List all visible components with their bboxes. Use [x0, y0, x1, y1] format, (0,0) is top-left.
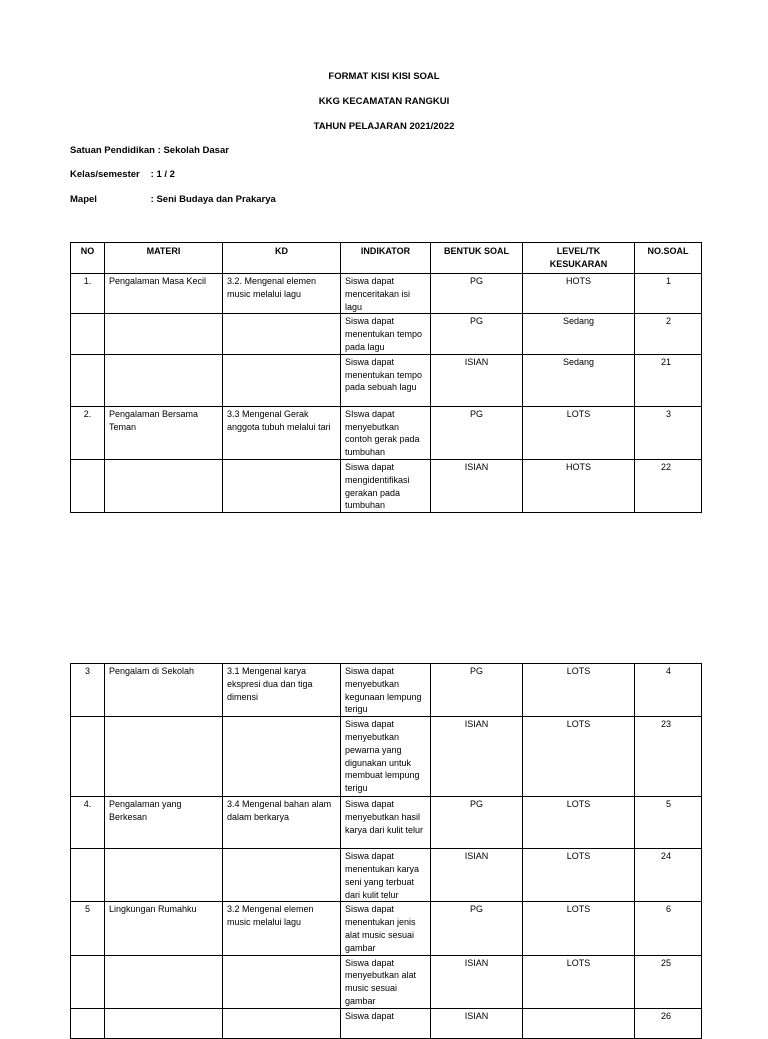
cell-no: 2. [71, 406, 105, 459]
cell-level: LOTS [523, 797, 635, 849]
cell-no: 4. [71, 797, 105, 849]
cell-no-soal: 2 [635, 314, 702, 354]
cell-level: LOTS [523, 902, 635, 955]
cell-no [71, 354, 105, 406]
cell-no-soal: 26 [635, 1008, 702, 1038]
cell-indikator: Siswa dapat menyebutkan pewarna yang digunakan untuk membuat lempung terigu [341, 717, 431, 797]
col-header-kd: KD [223, 243, 341, 274]
cell-indikator: SIswa dapat menyebutkan contoh gerak pada tumbuhan [341, 406, 431, 459]
cell-kd [223, 314, 341, 354]
cell-kd [223, 717, 341, 797]
doc-title: FORMAT KISI KISI SOAL [328, 71, 440, 82]
table-row [71, 406, 702, 459]
cell-indikator: Siswa dapat menceritakan isi lagu [341, 274, 431, 314]
meta-mapel-value: : Seni Budaya dan Prakarya [150, 194, 276, 205]
cell-materi: Pengalam di Sekolah [105, 664, 223, 717]
cell-no-soal: 21 [635, 354, 702, 406]
cell-kd [223, 955, 341, 1008]
kisi-table-page1 [70, 242, 702, 513]
cell-bentuk: ISIAN [431, 354, 523, 406]
cell-no-soal: 25 [635, 955, 702, 1008]
col-header-level: LEVEL/TK KESUKARAN [523, 243, 635, 274]
table-row [71, 459, 702, 512]
cell-bentuk: ISIAN [431, 717, 523, 797]
meta-satuan-label: Satuan Pendidikan [70, 145, 155, 156]
cell-kd [223, 459, 341, 512]
doc-subtitle-year: TAHUN PELAJARAN 2021/2022 [313, 121, 455, 132]
cell-no [71, 314, 105, 354]
table-row [71, 354, 702, 406]
cell-bentuk: PG [431, 797, 523, 849]
meta-kelas [70, 169, 175, 181]
table-row [71, 902, 702, 955]
meta-mapel-label: Mapel [70, 194, 97, 205]
cell-no: 3 [71, 664, 105, 717]
cell-no-soal: 4 [635, 664, 702, 717]
col-header-bentuk-soal: BENTUK SOAL [431, 243, 523, 274]
cell-kd: 3.3 Mengenal Gerak anggota tubuh melalui tari [223, 406, 341, 459]
cell-kd: 3.4 Mengenal bahan alam dalam berkarya [223, 797, 341, 849]
cell-level: LOTS [523, 406, 635, 459]
cell-no [71, 717, 105, 797]
cell-no-soal: 6 [635, 902, 702, 955]
cell-indikator: Siswa dapat menentukan tempo pada sebuah lagu [341, 354, 431, 406]
cell-kd [223, 849, 341, 902]
cell-level: HOTS [523, 459, 635, 512]
kisi-table-page2 [70, 663, 702, 1039]
table-row [71, 717, 702, 797]
doc-subtitle-kkg: KKG KECAMATAN RANGKUI [318, 96, 450, 107]
cell-level [523, 1008, 635, 1038]
cell-kd [223, 1008, 341, 1038]
col-header-no-soal: NO.SOAL [635, 243, 702, 274]
cell-no [71, 955, 105, 1008]
meta-satuan-value: : Sekolah Dasar [157, 145, 229, 156]
cell-no: 1. [71, 274, 105, 314]
cell-kd: 3.1 Mengenal karya ekspresi dua dan tiga dimensi [223, 664, 341, 717]
cell-kd: 3.2. Mengenal elemen music melalui lagu [223, 274, 341, 314]
cell-materi [105, 717, 223, 797]
cell-level: Sedang [523, 354, 635, 406]
cell-level: LOTS [523, 849, 635, 902]
cell-bentuk: PG [431, 314, 523, 354]
cell-no [71, 1008, 105, 1038]
cell-materi [105, 955, 223, 1008]
cell-materi: Pengalaman Masa Kecil [105, 274, 223, 314]
cell-level: LOTS [523, 717, 635, 797]
cell-no-soal: 3 [635, 406, 702, 459]
cell-materi [105, 459, 223, 512]
cell-indikator: Siswa dapat mengidentifikasi gerakan pada tumbuhan [341, 459, 431, 512]
cell-level: Sedang [523, 314, 635, 354]
cell-no-soal: 24 [635, 849, 702, 902]
cell-bentuk: ISIAN [431, 849, 523, 902]
table-row [71, 797, 702, 849]
table-row [71, 955, 702, 1008]
cell-no-soal: 22 [635, 459, 702, 512]
col-header-indikator: INDIKATOR [341, 243, 431, 274]
cell-bentuk: PG [431, 664, 523, 717]
col-header-materi: MATERI [105, 243, 223, 274]
cell-no-soal: 23 [635, 717, 702, 797]
meta-kelas-value: : 1 / 2 [150, 169, 175, 180]
cell-bentuk: PG [431, 902, 523, 955]
cell-no-soal: 5 [635, 797, 702, 849]
cell-indikator: Siswa dapat menentukan jenis alat music sesuai gambar [341, 902, 431, 955]
table-row [71, 1008, 702, 1038]
col-header-no: NO [71, 243, 105, 274]
meta-kelas-label: Kelas/semester [70, 169, 140, 180]
meta-mapel [70, 194, 276, 206]
cell-bentuk: PG [431, 274, 523, 314]
cell-materi [105, 1008, 223, 1038]
cell-no [71, 849, 105, 902]
cell-bentuk: ISIAN [431, 1008, 523, 1038]
cell-indikator: Siswa dapat menentukan tempo pada lagu [341, 314, 431, 354]
cell-materi: Lingkungan Rumahku [105, 902, 223, 955]
cell-bentuk: ISIAN [431, 955, 523, 1008]
cell-no-soal: 1 [635, 274, 702, 314]
table-row [71, 664, 702, 717]
cell-indikator: Siswa dapat menentukan karya seni yang terbuat dari kulit telur [341, 849, 431, 902]
cell-indikator: Siswa dapat menyebutkan hasil karya dari kulit telur [341, 797, 431, 849]
cell-materi: Pengalaman Bersama Teman [105, 406, 223, 459]
meta-satuan [70, 145, 229, 157]
cell-level: LOTS [523, 955, 635, 1008]
table-header-row [71, 243, 702, 274]
cell-materi [105, 314, 223, 354]
cell-no: 5 [71, 902, 105, 955]
cell-materi [105, 354, 223, 406]
cell-level: LOTS [523, 664, 635, 717]
table-row [71, 849, 702, 902]
table-row [71, 274, 702, 314]
cell-indikator: Siswa dapat [341, 1008, 431, 1038]
cell-materi: Pengalaman yang Berkesan [105, 797, 223, 849]
cell-kd: 3.2 Mengenal elemen music melalui lagu [223, 902, 341, 955]
cell-indikator: Siswa dapat menyebutkan kegunaan lempung terigu [341, 664, 431, 717]
cell-no [71, 459, 105, 512]
cell-bentuk: PG [431, 406, 523, 459]
cell-kd [223, 354, 341, 406]
cell-level: HOTS [523, 274, 635, 314]
cell-indikator: Siswa dapat menyebutkan alat music sesuai gambar [341, 955, 431, 1008]
cell-materi [105, 849, 223, 902]
table-row [71, 314, 702, 354]
cell-bentuk: ISIAN [431, 459, 523, 512]
